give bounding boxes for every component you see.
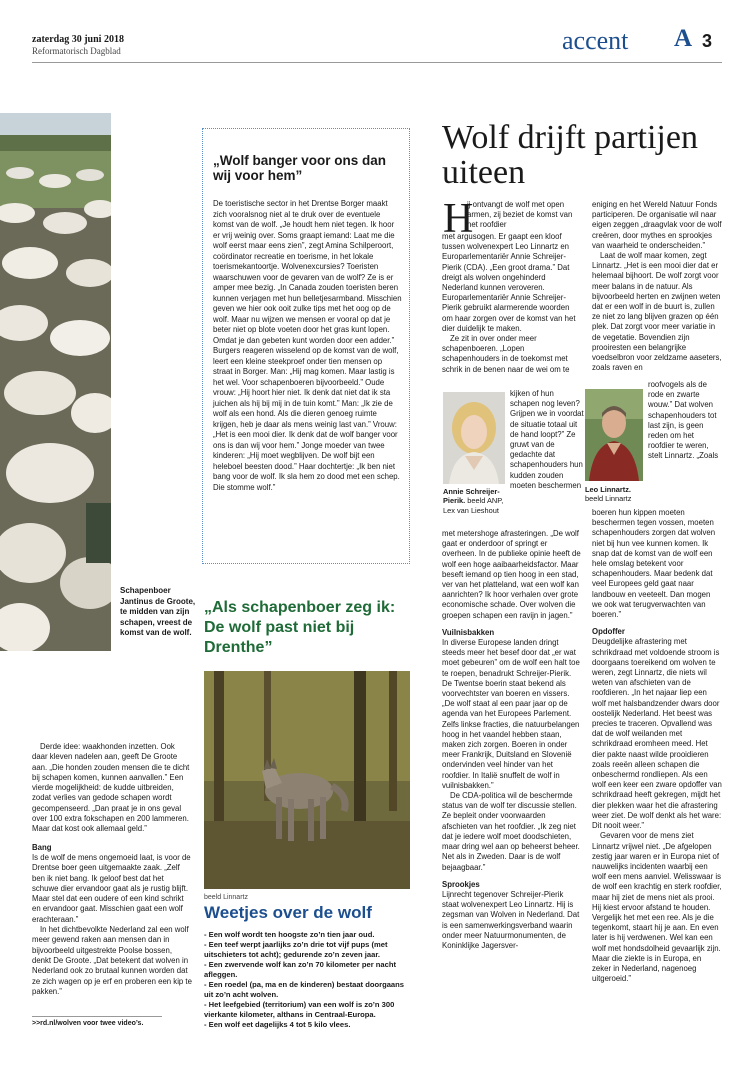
paragraph: Ze zit in over onder meer schapenboeren. „Lopen schapenhouders in de toekomst met schrik in de benen naar de wei om te: [442, 334, 570, 374]
paragraph: Is de wolf de mens ongemoeid laat, is voor de Drentse boer geen uitgemaakte zaak. „Zelf ben ik niet bang. Ik geloof best dat het schuwe dier ervandoor gaat als je rustig blijft. Maar stel dat een oudere of een kind schrikt en ervandoor gaat. Misschien gaat een wolf erachteraan.”: [32, 852, 191, 924]
paragraph: Derde idee: waakhonden inzetten. Ook daar kleven nadelen aan, geeft De Groote aan. „Die honden zouden mensen die te dicht bij schapen komen, kunnen aanvallen.” Een vierde mogelijkheid: de kudde uitbreiden, zodat verlies van gedode schapen wordt gecompenseerd. „Dan praat je in ons geval over 100 extra fokschapen en 200 lammeren. Maar dat kost ook allemaal geld.”: [32, 742, 190, 834]
subheading-bang: Bang: [32, 842, 52, 852]
paragraph: boeren hun kippen moeten beschermen tegen vossen, moeten schapenhouders zorgen dat wolven niet bij hun vee kunnen komen. Ik snap dat de komst van de wolf een hele omslag betekent voor schapenhouders. Maar bedenk dat veel Europees geld gaat naar landbouw en veeteelt. Dan mogen we ook wat terugverwachten van boeren.”: [592, 508, 716, 620]
fact-item: - Een wolf wordt ten hoogste zo’n tien jaar oud.: [204, 930, 375, 939]
fact-item: - Een zwervende wolf kan zo’n 70 kilometer per nacht afleggen.: [204, 960, 397, 979]
paragraph: met metershoge afrasteringen. „De wolf gaat er onderdoor of springt er overheen. In de publieke opinie heeft de wolf een hoge aaibaarheidsfactor. Maar beseft iemand op tien hoog in een stad, ver van het platteland, wat een wolf kan aanrichten? Ik hoor verhalen over grote economische schade. Over wolven die groepen schapen een ravijn in jagen.”: [442, 529, 581, 620]
video-link[interactable]: >>rd.nl/wolven voor twee video’s.: [32, 1020, 144, 1027]
caption-name: Annie Schreijer-Pierik.: [443, 487, 500, 506]
subheading-sprookjes: Sprookjes: [442, 879, 480, 889]
article-continuation-column: [32, 742, 192, 997]
facts-list: [204, 930, 412, 1030]
article-column-3-bottom: [592, 508, 722, 984]
masthead-divider: [32, 62, 722, 63]
caption-credit: beeld Linnartz: [585, 494, 632, 504]
paragraph: De CDA-politica wil de beschermde status van de wolf ter discussie stellen. Ze bepleit onder voorwaarden afschieten van het roofdier. „Ik zeg niet dat je iedere wolf moet doodschieten, maar dring wel aan op beheerst beheer. Net als in Zweden. Daar is de wolf bejaagbaar.”: [442, 791, 580, 872]
leo-photo-caption: [585, 485, 645, 504]
link-divider: [32, 1016, 162, 1017]
quote-box-body: De toeristische sector in het Drentse Borger maakt zich vooralsnog niet al te druk over de eventuele komst van de wolf. „Je houdt hem niet tegen. Ik hoor er vrij weinig over. Soms graapt iemand: Laat me die wolf eerst maar eens zien”, zegt Amina Schilperoort, coördinator recreatie en toerisme, in het lokale toerismekantoortje. Wolvenexcursies? Toeristen waarschuwen voor de gevaren van de wolf? Ze is er amper mee bezig. „In Canada zouden toeristen beren kunnen verjagen met hun belletjesarmband. Misschien geven we hier ook ooit zulke tips met het oog op de wolf. Maar nu wijzen we mensen er vooral op dat je beter niet op blote voeten door het gras kunt lopen. Omdat je dan gebeten kunt worden door een adder.” Burgers reageren wisselend op de komst van de wolf, leert een kleine steekproef onder tien mensen op straat in Borger. Man: „Hij mag komen. Maar lastig is het wel. Voor schapenboeren bijvoorbeeld.” Oude vrouw: „Hij hoort hier niet. Ik denk dat niet dat ik sta juichen als hij bij mij in de tuin komt.” Man: „Ik zie de wolf als een hond. Als die dieren genoeg ruimte krijgen, heb je daar als mens weinig last van.” Vrouw: „Het is een mooi dier. Ik denk dat de wolf banger voor ons is dan wij voor hem.” Jonge moeder van twee kinderen: „Hij moet wegblijven. De wolf bijt een heleboel beesten dood.” Haar dochtertje: „Ik ben niet bang voor de wolf. Ik sla hem zo dood met een schep. Die stomme wolf.”: [213, 199, 402, 492]
paragraph: met argusogen. Er gaapt een kloof tussen wolvenexpert Leo Linnartz en Europarlementariër Annie Schreijer-Pierik (CDA). „Een groot drama.” Dat dreigt als wolven ongehinderd Nederland kunnen veroveren. Europarlementariër Annie Schreijer-Pierik gebruikt alarmerende woorden om haar zorgen over de komst van het dier duidelijk te maken.: [442, 232, 576, 333]
quote-box-title: „Wolf banger voor ons dan wij voor hem”: [213, 153, 387, 183]
issue-date: zaterdag 30 juni 2018: [32, 34, 124, 45]
caption-credit: beeld ANP, Lex van Lieshout: [443, 496, 504, 515]
paragraph: roofvogels als de rode en zwarte wouw.” Dat wolven schapenhouders tot last zijn, is geen reden om het roofdier te weren, stelt Linnartz. „Zoals: [648, 380, 719, 461]
sheep-photo-caption: Schapenboer Jantinus de Groote, te midden van zijn schapen, vreest de komst van de wolf.: [120, 586, 196, 637]
drop-cap: H: [443, 196, 474, 242]
paragraph: kijken of hun schapen nog leven? Grijpen we in voordat de situatie totaal uit de hand loopt?” Ze gruwt van de gedachte dat schapenhouders hun kudden zouden moeten beschermen: [510, 389, 584, 490]
caption-name: Leo Linnartz.: [585, 485, 631, 494]
paragraph: Deugdelijke afrastering met schrikdraad met voldoende stroom is doorgaans toereikend om wolven te weren, zegt Linnartz, die niets wil weten van afschieten van de roofdieren. „In het najaar liep een wolf met halsbandzender dwars door oostelijk Nederland. Het beest was precies te traceren. Opvallend was dat de wolf weilanden met schrikdraad eromheen meed. Het dier pakte naast wilde prooidieren zoals reeën alleen schapen die onbeschermd rondliepen. Als een wolf een keer een zware opdoffer van schrikdraad heeft gekregen, mijdt het dier plekken waar het die afrastering weer ziet. De wolf denkt als het ware: Dit nooit weer.”: [592, 637, 722, 831]
article-column-3-top: [592, 200, 722, 373]
subheading-vuilnisbakken: Vuilnisbakken: [442, 627, 495, 637]
paragraph: In het dichtbevolkte Nederland zal een wolf meer gewend raken aan mensen dan in bijvoorbeeld uitgestrekte Poolse bossen, denkt De Groote. „Dat betekent dat wolven in Nederland ook zo brutaal kunnen worden dat ze zich wagen op je erf en proberen een kip te pakken.”: [32, 925, 192, 996]
article-lead: [467, 200, 582, 231]
sheep-photo: [0, 113, 111, 651]
subheading-opdoffer: Opdoffer: [592, 627, 625, 637]
fact-item: - Een wolf eet dagelijks 4 tot 5 kilo vlees.: [204, 1020, 351, 1029]
paragraph: In diverse Europese landen dringt steeds meer het besef door dat „er wat moet gebeuren” om de wolf een halt toe te roepen, benadrukt Schreijer-Pierik. De Twentse boerin staat bekend als voorvechtster van boeren en vissers. „De wolf staat al een paar jaar op de agenda van het Europees Parlement. Zelfs linkse fracties, die natuurbelangen hoog in het vaandel hebben staan, maken zich zorgen. Boeren in onder meer Frankrijk, Duitsland en Slovenië ondervinden veel hinder van het roofdier. In Italië snuffelt de wolf in vuilnisbakken.”: [442, 638, 580, 790]
paragraph: Lijnrecht tegenover Schreijer-Pierik staat wolvenexpert Leo Linnartz. Hij is zegsman van Wolven in Nederland. Dat is een samenwerkingsverband waarin onder meer Natuurmonumenten, de Koninklijke Jagersver-: [442, 889, 580, 950]
annie-portrait-photo: [443, 392, 505, 484]
section-name: accent: [562, 26, 629, 55]
fact-item: - Het leefgebied (territorium) van een wolf is zo’n 300 vierkante kilometer, althans in Centraal-Europa.: [204, 1000, 395, 1019]
paragraph: ij ontvangt de wolf met open armen, zij beziet de komst van het roofdier: [467, 200, 573, 230]
wolf-photo: [204, 671, 410, 889]
article-column-3-wrap: [648, 380, 722, 462]
paragraph: Laat de wolf maar komen, zegt Linnartz. „Het is een mooi dier dat er helemaal bijhoort. De wolf zorgt voor meer balans in de natuur. Als bijvoorbeeld herten en zwijnen weten dat er een wolf in de buurt is, zullen ze niet zo lang blijven grazen op één plek. Dat zorgt voor meer variatie in de vegetatie. Bovendien zijn prooiresten een belangrijke voedselbron voor zeldzame aaseters, zoals raven en: [592, 251, 722, 373]
wolf-photo-credit: beeld Linnartz: [204, 894, 248, 901]
fact-item: - Een teef werpt jaarlijks zo’n drie tot vijf pups (met uitschieters tot acht); gedurende zo’n zeven jaar.: [204, 940, 388, 959]
section-logo: A: [674, 25, 693, 52]
fact-item: - Een roedel (pa, ma en de kinderen) bestaat doorgaans uit zo’n acht wolven.: [204, 980, 405, 999]
article-headline: Wolf drijft partijen uiteen: [442, 119, 698, 191]
article-column-2-wrap: [510, 389, 584, 491]
annie-photo-caption: [443, 487, 509, 515]
article-column-2-bottom: [442, 529, 582, 951]
paragraph: Gevaren voor de mens ziet Linnartz vrijwel niet. „De afgelopen zestig jaar waren er in Europa niet of nauwelijks incidenten waarbij een wolf een mens aanviel. Welisswaar is de wolf een krachtig en sterk roofdier, maar hij ziet de mens niet als prooi. Hij kiest ervoor afstand te houden. Vergelijk het met een ree. Als je die tegenkomt, staart hij je aan. En even later is hij verdwenen. Wel kan een wolf met hondsdolheid gevaarlijk zijn. Maar die ziekte is in Europa, en zeker in Nederland, nagenoeg uitgeroeid.”: [592, 831, 722, 984]
leo-portrait-photo: [585, 389, 643, 481]
facts-title: Weetjes over de wolf: [204, 903, 372, 922]
article-column-2-top: [442, 232, 582, 375]
paragraph: eniging en het Wereld Natuur Fonds participeren. De organisatie wil naar eigen zeggen „draagvlak voor de wolf creëren, door mythes en sprookjes van waarheid te onderscheiden.”: [592, 200, 722, 250]
newspaper-name: Reformatorisch Dagblad: [32, 46, 121, 56]
pull-quote: „Als schapenboer zeg ik: De wolf past niet bij Drenthe”: [204, 599, 396, 656]
page-number: 3: [702, 31, 713, 51]
